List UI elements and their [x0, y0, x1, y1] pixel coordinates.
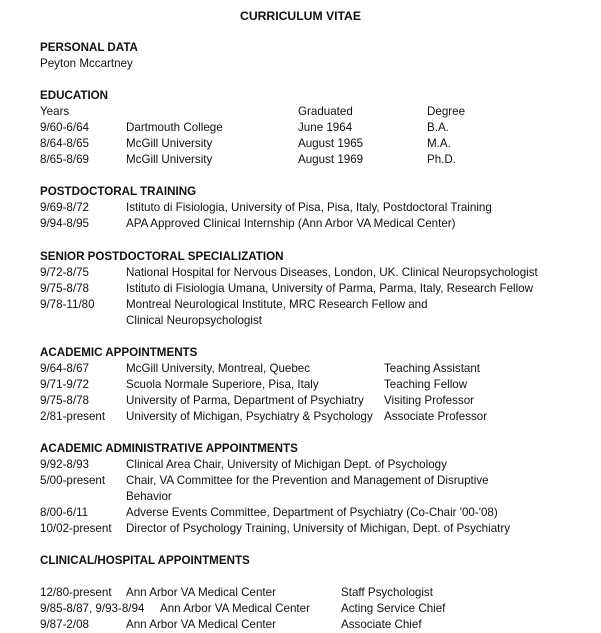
- postdoc-row: [40, 216, 596, 232]
- place: University of Michigan, Psychiatry & Psychology: [126, 410, 373, 423]
- years: 9/87-2/08: [40, 618, 89, 631]
- years: 9/72-8/75: [40, 266, 89, 279]
- degree: Ph.D.: [427, 153, 456, 166]
- years: 9/85-8/87, 9/93-8/94: [40, 602, 145, 615]
- spacer: [40, 569, 596, 585]
- senior-row: [40, 297, 596, 329]
- education-row: [40, 136, 596, 152]
- section-heading: ACADEMIC APPOINTMENTS: [40, 346, 198, 359]
- education-section: [40, 88, 596, 168]
- place: Ann Arbor VA Medical Center: [160, 602, 310, 615]
- degree: B.A.: [427, 121, 449, 134]
- education-row: [40, 120, 596, 136]
- senior-row: [40, 281, 596, 297]
- description: Istituto di Fisiologia Umana, University of Parma, Parma, Italy, Research Fellow: [126, 282, 533, 295]
- person-name: Peyton Mccartney: [40, 57, 133, 70]
- degree: M.A.: [427, 137, 451, 150]
- role: Visiting Professor: [384, 394, 474, 407]
- academic-row: [40, 361, 596, 377]
- description: Director of Psychology Training, University of Michigan, Dept. of Psychiatry: [126, 522, 511, 535]
- years: 9/64-8/67: [40, 362, 89, 375]
- years: 9/71-9/72: [40, 378, 89, 391]
- senior-postdoc-section: [40, 249, 596, 329]
- place: McGill University, Montreal, Quebec: [126, 362, 311, 375]
- admin-row: [40, 505, 596, 521]
- section-heading: ACADEMIC ADMINISTRATIVE APPOINTMENTS: [40, 442, 298, 455]
- degree-header: Degree: [427, 105, 466, 118]
- years: 5/00-present: [40, 474, 106, 487]
- section-heading: SENIOR POSTDOCTORAL SPECIALIZATION: [40, 250, 284, 263]
- education-header-row: [40, 104, 596, 120]
- years: 9/78-11/80: [40, 298, 95, 311]
- graduated: August 1965: [298, 137, 364, 150]
- years: 8/00-6/11: [40, 506, 89, 519]
- senior-row: [40, 265, 596, 281]
- role: Associate Chief: [341, 618, 422, 631]
- description: Istituto di Fisiologia, University of Pisa, Pisa, Italy, Postdoctoral Training: [126, 201, 492, 214]
- section-heading: PERSONAL DATA: [40, 41, 138, 54]
- years: 8/64-8/65: [40, 137, 89, 150]
- place: University of Parma, Department of Psychiatry: [126, 394, 364, 407]
- admin-row: [40, 473, 596, 505]
- section-heading: EDUCATION: [40, 89, 109, 102]
- place: Scuola Normale Superiore, Pisa, Italy: [126, 378, 319, 391]
- description: Adverse Events Committee, Department of Psychiatry (Co-Chair '00-'08): [126, 506, 498, 519]
- school: McGill University: [126, 153, 213, 166]
- postdoc-row: [40, 200, 596, 216]
- role: Teaching Assistant: [384, 362, 481, 375]
- years: 9/60-6/64: [40, 121, 89, 134]
- section-heading: CLINICAL/HOSPITAL APPOINTMENTS: [40, 554, 250, 567]
- admin-row: [40, 457, 596, 473]
- graduated: August 1969: [298, 153, 364, 166]
- document-title: CURRICULUM VITAE: [240, 9, 361, 23]
- clinical-row: [40, 601, 596, 617]
- academic-row: [40, 393, 596, 409]
- graduated: June 1964: [298, 121, 353, 134]
- description: Chair, VA Committee for the Prevention and Management of Disruptive Behavior: [126, 474, 489, 503]
- admin-row: [40, 521, 596, 537]
- years: 10/02-present: [40, 522, 112, 535]
- section-heading: POSTDOCTORAL TRAINING: [40, 185, 197, 198]
- school: Dartmouth College: [126, 121, 223, 134]
- years: 8/65-8/69: [40, 153, 89, 166]
- years: 12/80-present: [40, 586, 112, 599]
- description: Montreal Neurological Institute, MRC Research Fellow and Clinical Neuropsychologist: [126, 298, 428, 327]
- description: National Hospital for Nervous Diseases, London, UK. Clinical Neuropsychologist: [126, 266, 538, 279]
- administrative-appointments-section: [40, 441, 596, 537]
- academic-row: [40, 409, 596, 425]
- education-row: [40, 152, 596, 168]
- years: 9/94-8/95: [40, 217, 89, 230]
- academic-row: [40, 377, 596, 393]
- years: 9/69-8/72: [40, 201, 89, 214]
- clinical-row: [40, 617, 596, 633]
- role: Acting Service Chief: [341, 602, 446, 615]
- years: 9/92-8/93: [40, 458, 89, 471]
- school: McGill University: [126, 137, 213, 150]
- postdoctoral-training-section: [40, 184, 596, 232]
- description: APA Approved Clinical Internship (Ann Arbor VA Medical Center): [126, 217, 456, 230]
- personal-data-section: [40, 40, 596, 72]
- years: 9/75-8/78: [40, 282, 89, 295]
- role: Staff Psychologist: [341, 586, 433, 599]
- years: 9/75-8/78: [40, 394, 89, 407]
- years-header: Years: [40, 105, 70, 118]
- place: Ann Arbor VA Medical Center: [126, 586, 276, 599]
- place: Ann Arbor VA Medical Center: [126, 618, 276, 631]
- years: 2/81-present: [40, 410, 106, 423]
- graduated-header: Graduated: [298, 105, 353, 118]
- role: Associate Professor: [384, 410, 488, 423]
- role: Teaching Fellow: [384, 378, 468, 391]
- clinical-row: [40, 585, 596, 601]
- description: Clinical Area Chair, University of Michigan Dept. of Psychology: [126, 458, 447, 471]
- academic-appointments-section: [40, 345, 596, 425]
- clinical-appointments-section: [40, 553, 596, 633]
